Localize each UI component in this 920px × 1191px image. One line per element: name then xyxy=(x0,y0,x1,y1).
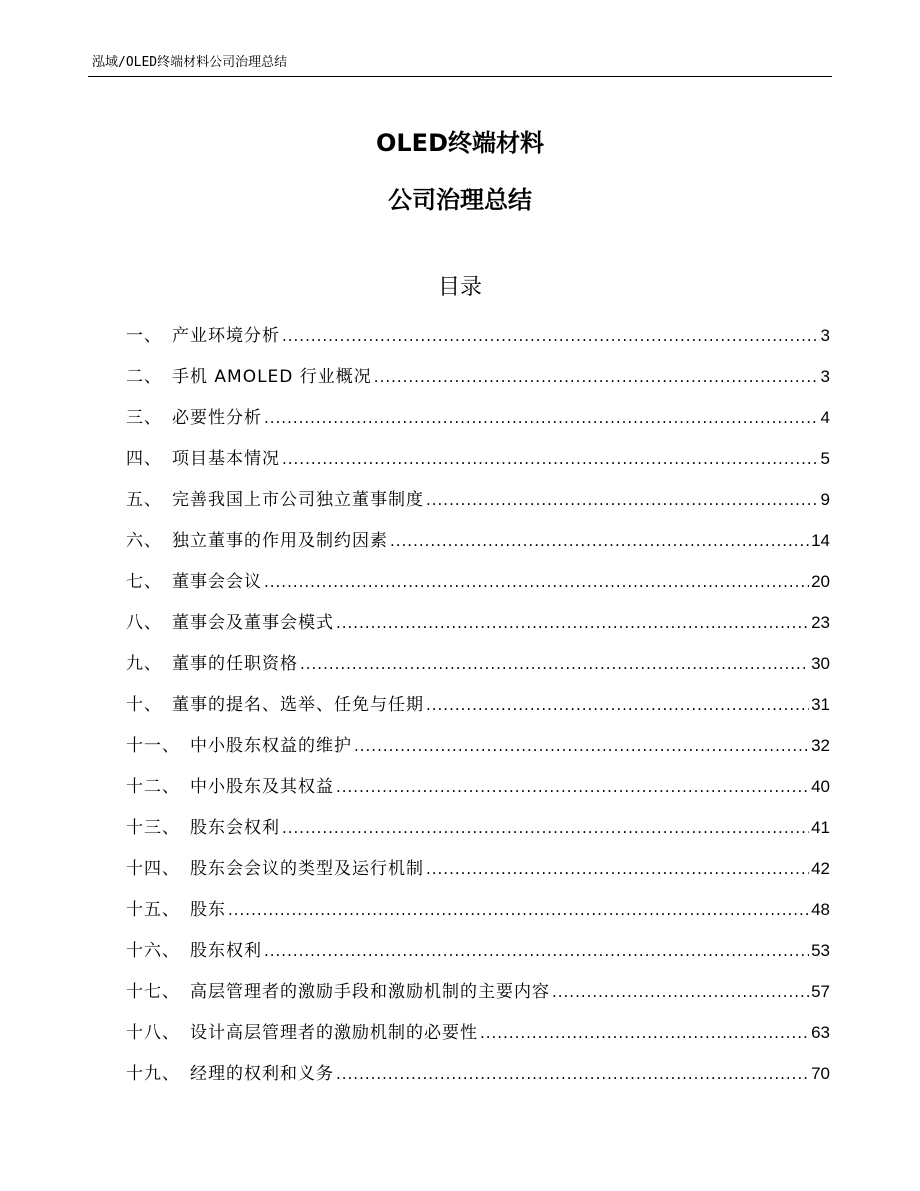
toc-entry-number: 十七、 xyxy=(126,982,180,1002)
toc-entry-page: 32 xyxy=(811,736,830,755)
toc-entry-label: 设计高层管理者的激励机制的必要性 xyxy=(190,1023,478,1043)
toc-entry-page: 42 xyxy=(811,859,830,878)
toc-entry-label: 董事的任职资格 xyxy=(172,654,298,674)
toc-entry[interactable] xyxy=(126,648,830,689)
toc-entry-number: 十六、 xyxy=(126,941,180,961)
toc-entry-number: 三、 xyxy=(126,408,162,428)
toc-dot-leader xyxy=(480,1017,809,1049)
toc-entry-page: 4 xyxy=(820,408,830,427)
toc-entry-page: 53 xyxy=(811,941,830,960)
toc-dot-leader xyxy=(390,525,809,557)
toc-entry-number: 十五、 xyxy=(126,900,180,920)
toc-entry-label: 股东会会议的类型及运行机制 xyxy=(190,859,424,879)
toc-dot-leader xyxy=(336,607,809,639)
toc-dot-leader xyxy=(282,320,819,352)
toc-entry-number: 一、 xyxy=(126,326,162,346)
toc-dot-leader xyxy=(336,771,809,803)
toc-entry-page: 3 xyxy=(820,326,830,345)
toc-entry-number: 十、 xyxy=(126,695,162,715)
toc-entry-label: 产业环境分析 xyxy=(172,326,280,346)
toc-dot-leader xyxy=(264,935,809,967)
toc-entry-page: 30 xyxy=(811,654,830,673)
toc-entry-page: 70 xyxy=(811,1064,830,1083)
toc-entry[interactable] xyxy=(126,607,830,648)
toc-dot-leader xyxy=(336,1058,809,1090)
toc-entry-page: 31 xyxy=(811,695,830,714)
toc-entry-page: 48 xyxy=(811,900,830,919)
toc-entry[interactable] xyxy=(126,402,830,443)
toc-entry-number: 四、 xyxy=(126,449,162,469)
document-title-line-1: OLED终端材料 xyxy=(375,129,544,157)
toc-entry-number: 六、 xyxy=(126,531,162,551)
toc-dot-leader xyxy=(282,812,809,844)
toc-entry[interactable] xyxy=(126,689,830,730)
toc-entry-number: 十一、 xyxy=(126,736,180,756)
toc-entry[interactable] xyxy=(126,771,830,812)
toc-entry-number: 十三、 xyxy=(126,818,180,838)
toc-entry-page: 57 xyxy=(811,982,830,1001)
toc-entry-number: 五、 xyxy=(126,490,162,510)
toc-entry-number: 八、 xyxy=(126,613,162,633)
toc-entry-label: 完善我国上市公司独立董事制度 xyxy=(172,490,424,510)
toc-dot-leader xyxy=(426,853,809,885)
toc-entry-label: 股东会权利 xyxy=(190,818,280,838)
toc-entry-page: 14 xyxy=(811,531,830,550)
toc-dot-leader xyxy=(354,730,809,762)
toc-entry[interactable] xyxy=(126,812,830,853)
toc-entry-number: 二、 xyxy=(126,367,162,387)
toc-entry-number: 十二、 xyxy=(126,777,180,797)
toc-entry-label: 中小股东及其权益 xyxy=(190,777,334,797)
toc-entry-label: 高层管理者的激励手段和激励机制的主要内容 xyxy=(190,982,550,1002)
toc-entry[interactable] xyxy=(126,1058,830,1099)
toc-entry-page: 5 xyxy=(820,449,830,468)
toc-entry-label: 董事会及董事会模式 xyxy=(172,613,334,633)
toc-entry-page: 63 xyxy=(811,1023,830,1042)
toc-dot-leader xyxy=(228,894,809,926)
toc-entry-label: 董事的提名、选举、任免与任期 xyxy=(172,695,424,715)
toc-entry-label: 股东 xyxy=(190,900,226,920)
toc-entry[interactable] xyxy=(126,320,830,361)
toc-entry-number: 十四、 xyxy=(126,859,180,879)
toc-entry[interactable] xyxy=(126,361,830,402)
table-of-contents xyxy=(126,320,830,1099)
running-header: 泓域/OLED终端材料公司治理总结 xyxy=(92,55,288,70)
toc-dot-leader xyxy=(264,402,819,434)
toc-dot-leader xyxy=(282,443,819,475)
toc-entry[interactable] xyxy=(126,566,830,607)
toc-entry[interactable] xyxy=(126,443,830,484)
toc-entry[interactable] xyxy=(126,853,830,894)
toc-entry-label: 项目基本情况 xyxy=(172,449,280,469)
toc-entry-page: 40 xyxy=(811,777,830,796)
toc-dot-leader xyxy=(426,484,819,516)
toc-entry[interactable] xyxy=(126,484,830,525)
toc-entry-label: 手机 AMOLED 行业概况 xyxy=(172,367,372,387)
toc-entry-page: 41 xyxy=(811,818,830,837)
document-title-line-2: 公司治理总结 xyxy=(388,186,532,214)
header-rule xyxy=(88,76,832,77)
toc-entry[interactable] xyxy=(126,525,830,566)
toc-entry-label: 必要性分析 xyxy=(172,408,262,428)
toc-entry-page: 3 xyxy=(820,367,830,386)
toc-entry[interactable] xyxy=(126,935,830,976)
toc-entry-label: 独立董事的作用及制约因素 xyxy=(172,531,388,551)
toc-entry-label: 中小股东权益的维护 xyxy=(190,736,352,756)
toc-entry-label: 经理的权利和义务 xyxy=(190,1064,334,1084)
toc-entry[interactable] xyxy=(126,976,830,1017)
toc-dot-leader xyxy=(552,976,809,1008)
toc-entry-number: 十九、 xyxy=(126,1064,180,1084)
toc-entry-page: 20 xyxy=(811,572,830,591)
toc-entry-label: 股东权利 xyxy=(190,941,262,961)
toc-entry[interactable] xyxy=(126,894,830,935)
toc-entry-label: 董事会会议 xyxy=(172,572,262,592)
toc-entry-number: 七、 xyxy=(126,572,162,592)
toc-heading: 目录 xyxy=(437,275,482,300)
toc-entry-page: 9 xyxy=(820,490,830,509)
toc-dot-leader xyxy=(374,361,819,393)
toc-dot-leader xyxy=(300,648,809,680)
toc-entry[interactable] xyxy=(126,730,830,771)
toc-entry-number: 九、 xyxy=(126,654,162,674)
toc-dot-leader xyxy=(264,566,809,598)
toc-entry-page: 23 xyxy=(811,613,830,632)
toc-entry[interactable] xyxy=(126,1017,830,1058)
toc-dot-leader xyxy=(426,689,809,721)
toc-entry-number: 十八、 xyxy=(126,1023,180,1043)
